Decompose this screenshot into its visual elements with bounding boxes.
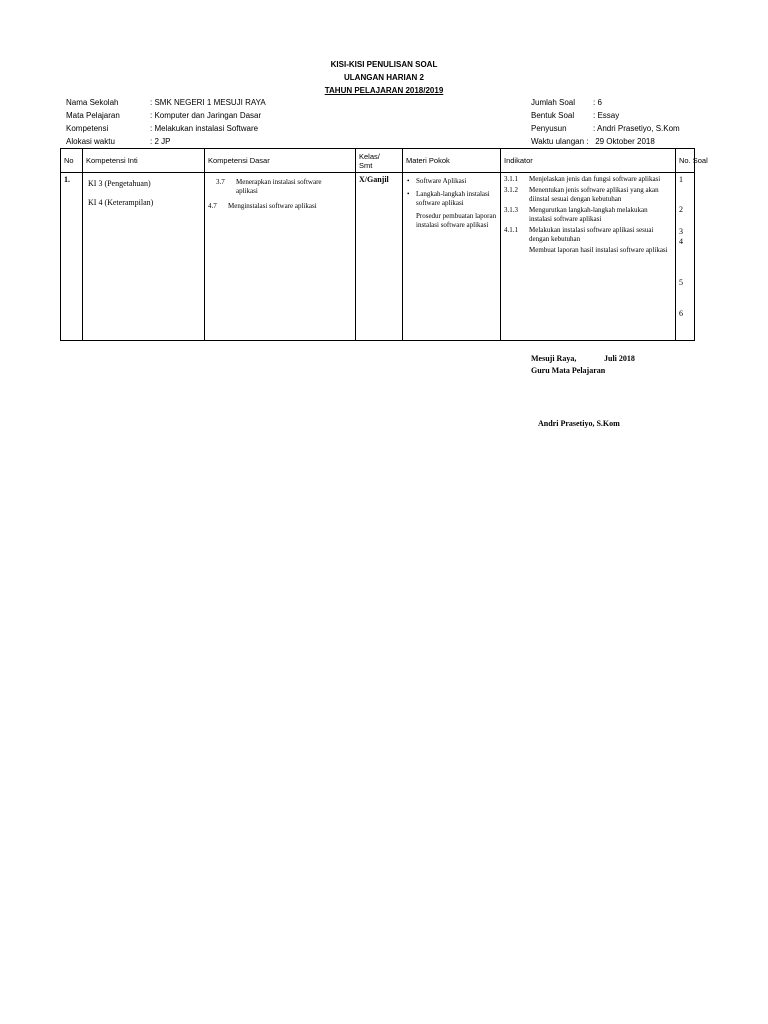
soal-number: 2	[679, 205, 683, 214]
meta-alokasi-waktu: Alokasi waktu : 2 JP	[66, 137, 171, 146]
kisi-kisi-table	[60, 148, 708, 341]
indikator-item: 4.1.1 Melakukan instalasi software aplikasi sesuai dengan kebutuhan	[504, 226, 654, 243]
signature-role: Guru Mata Pelajaran	[531, 366, 606, 375]
signature-date: Juli 2018	[604, 354, 635, 363]
cell-materi-pokok	[403, 173, 501, 341]
kd-item: 4.7 Menginstalasi software aplikasi	[208, 202, 317, 210]
header-materi-pokok: Materi Pokok	[403, 149, 501, 173]
header-indikator: Indikator	[501, 149, 676, 173]
ki-pengetahuan: KI 3 (Pengetahuan)	[88, 179, 151, 188]
indikator-item: Membuat laporan hasil instalasi software aplikasi	[529, 246, 668, 254]
list-item: Prosedur pembuatan laporan instalasi software aplikasi	[416, 212, 497, 229]
cell-kelas: X/Ganjil	[356, 173, 403, 341]
ki-keterampilan: KI 4 (Keterampilan)	[88, 198, 154, 207]
cell-no-soal	[676, 173, 695, 341]
indikator-item: 3.1.2 Menentukan jenis software aplikasi yang akan diinstal sesuai dengan kebutuhan	[504, 186, 659, 203]
meta-mata-pelajaran: Mata Pelajaran : Komputer dan Jaringan Dasar	[66, 111, 262, 120]
header-kompetensi-dasar: Kompetensi Dasar	[205, 149, 356, 173]
list-item: • Software Aplikasi	[406, 177, 497, 186]
meta-jumlah-soal: Jumlah Soal : 6	[531, 98, 602, 107]
header-no-soal: No. Soal	[676, 149, 695, 173]
signature-place: Mesuji Raya,	[531, 354, 577, 363]
materi-list	[406, 177, 497, 230]
cell-kompetensi-inti	[83, 173, 205, 341]
soal-number: 5	[679, 278, 683, 287]
soal-number: 4	[679, 237, 683, 246]
cell-kompetensi-dasar	[205, 173, 356, 341]
meta-waktu-ulangan: Waktu ulangan : 29 Oktober 2018	[531, 137, 655, 146]
header-kompetensi-inti: Kompetensi Inti	[83, 149, 205, 173]
doc-title: KISI-KISI PENULISAN SOAL	[330, 60, 438, 69]
signature-name: Andri Prasetiyo, S.Kom	[538, 419, 620, 428]
soal-number: 1	[679, 175, 683, 184]
header-no: No	[61, 149, 83, 173]
soal-number: 3	[679, 227, 683, 236]
list-item: • Langkah-langkah instalasi software aplikasi	[406, 190, 497, 208]
cell-indikator	[501, 173, 676, 341]
soal-number: 6	[679, 309, 683, 318]
meta-nama-sekolah: Nama Sekolah : SMK NEGERI 1 MESUJI RAYA	[66, 98, 266, 107]
indikator-item: 3.1.1 Menjelaskan jenis dan fungsi software aplikasi	[504, 175, 661, 183]
kd-item: 3.7 Menerapkan instalasi software aplikasi	[216, 178, 322, 195]
table-row	[61, 173, 695, 341]
doc-subtitle: ULANGAN HARIAN 2	[344, 73, 424, 82]
meta-bentuk-soal: Bentuk Soal : Essay	[531, 111, 620, 120]
meta-penyusun: Penyusun : Andri Prasetiyo, S.Kom	[531, 124, 680, 133]
meta-kompetensi: Kompetensi : Melakukan instalasi Software	[66, 124, 259, 133]
doc-year: TAHUN PELAJARAN 2018/2019	[324, 86, 444, 95]
header-kelas-smt: Kelas/ Smt	[356, 149, 403, 173]
cell-no: 1.	[61, 173, 83, 341]
table-header-row	[61, 149, 695, 173]
indikator-item: 3.1.3 Mengurutkan langkah-langkah melakukan instalasi software aplikasi	[504, 206, 648, 223]
